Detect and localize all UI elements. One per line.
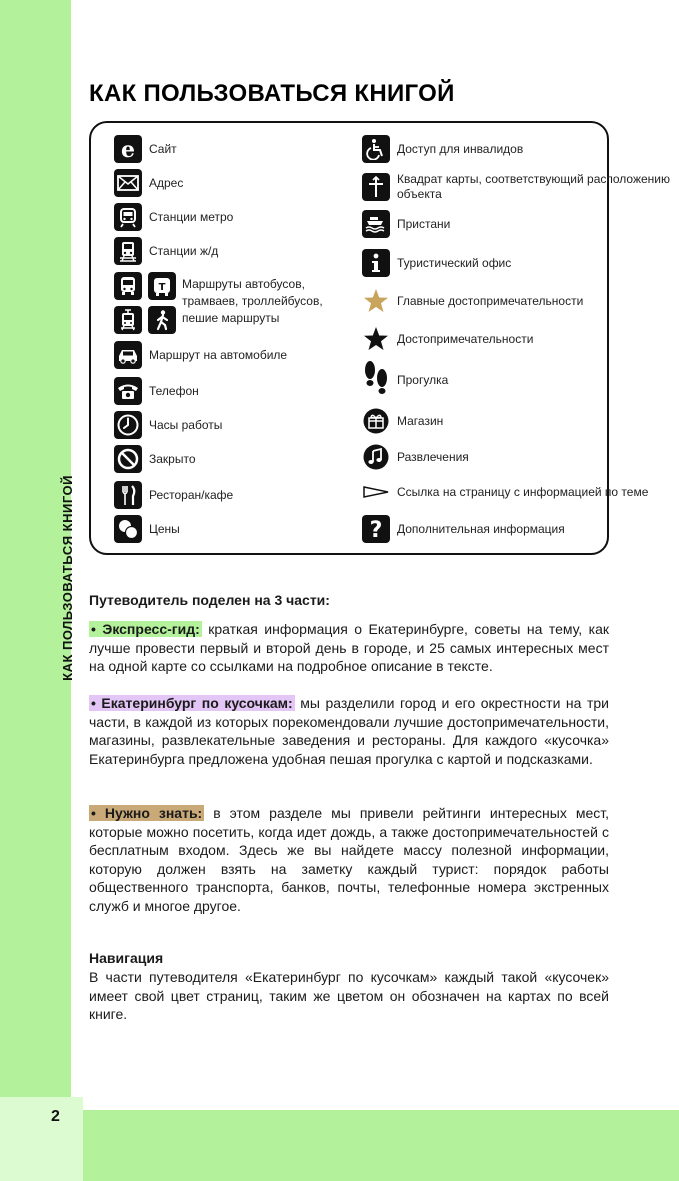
train-icon: [114, 237, 142, 265]
telephone-icon: [114, 377, 142, 405]
section-need-to-know: [89, 804, 609, 916]
legend-item-extra-info: [362, 515, 565, 543]
pier-icon: [362, 210, 390, 238]
legend-label-website: Сайт: [149, 141, 177, 156]
wheelchair-icon: [362, 135, 390, 163]
svg-text:T: T: [158, 282, 166, 293]
arrow-link-icon: [362, 478, 390, 506]
walking-icon: [148, 306, 176, 334]
legend-label-closed: Закрыто: [149, 451, 196, 466]
legend-item-closed: [114, 445, 196, 473]
legend-label-wheelchair: Доступ для инвалидов: [397, 141, 524, 156]
legend-label-clock: Часы работы: [149, 417, 223, 432]
website-icon: [114, 135, 142, 163]
legend-label-shop: Магазин: [397, 413, 444, 428]
prices-icon: [114, 515, 142, 543]
svg-text:?: ?: [369, 518, 383, 541]
bus-icon: [114, 272, 142, 300]
legend-label-entertainment: Развлечения: [397, 449, 469, 464]
question-icon: [362, 515, 390, 543]
envelope-icon: [114, 169, 142, 197]
legend-label-transport-routes: Маршруты автобусов, трамваев, троллейбусов, пешие маршруты: [182, 277, 323, 325]
legend-label-info: Туристический офис: [397, 255, 512, 270]
intro-heading: Путеводитель поделен на 3 части:: [89, 592, 330, 608]
page-number: 2: [51, 1108, 60, 1125]
legend-item-star: [362, 325, 533, 353]
legend-item-walk: [362, 360, 448, 400]
legend-item-address: [114, 169, 183, 197]
main-star-icon: [362, 287, 390, 315]
legend-item-car: [114, 341, 287, 369]
legend-item-website: [114, 135, 177, 163]
music-note-icon: [362, 443, 390, 471]
legend-item-transport-routes: [114, 272, 342, 334]
page-title: КАК ПОЛЬЗОВАТЬСЯ КНИГОЙ: [89, 80, 455, 107]
section-text-need-to-know: в этом разделе мы привели рейтинги интересных мест, которые можно посетить, когда идет дождь, а также достопримечательностей с бесплатным входом. Здесь же вы найдете массу полезной информации, которую должен взять на заметку каждый турист: порядок работы общественного транспорта, банков, почты, телефонные номера экстренных служб и многое другое.: [89, 805, 609, 914]
side-title: КАК ПОЛЬЗОВАТЬСЯ КНИГОЙ: [60, 475, 75, 681]
legend-item-restaurant: [114, 481, 233, 509]
legend-item-map-square: [362, 172, 679, 202]
info-icon: [362, 249, 390, 277]
legend-item-page-link: [362, 478, 648, 506]
legend-label-prices: Цены: [149, 521, 180, 536]
legend-label-pier: Пристани: [397, 216, 451, 231]
legend-item-shop: [362, 407, 443, 435]
legend-item-train: [114, 237, 218, 265]
legend-label-telephone: Телефон: [149, 383, 199, 398]
legend-label-restaurant: Ресторан/кафе: [149, 487, 234, 502]
svg-text:e: e: [121, 138, 135, 160]
legend-item-clock: [114, 411, 222, 439]
section-tag-need-to-know: • Нужно знать:: [91, 805, 203, 821]
legend-label-train: Станции ж/д: [149, 243, 219, 258]
page-number-box: [0, 1097, 83, 1181]
bottom-band: [83, 1110, 679, 1181]
legend-item-prices: [114, 515, 180, 543]
legend-label-metro: Станции метро: [149, 209, 234, 224]
section-tag-city-pieces: • Екатеринбург по кусочкам:: [91, 695, 293, 711]
navigation-heading: Навигация: [89, 950, 164, 966]
transport-routes-icon: [114, 272, 176, 334]
closed-icon: [114, 445, 142, 473]
map-square-icon: [362, 173, 390, 201]
legend-label-page-link: Ссылка на страницу с информацией по теме: [397, 484, 649, 499]
trolleybus-icon: [148, 272, 176, 300]
legend-item-wheelchair: [362, 135, 523, 163]
car-icon: [114, 341, 142, 369]
clock-icon: [114, 411, 142, 439]
section-text-express-guide: краткая информация о Екатеринбурге, советы на тему, как лучше провести первый и второй день в городе, и 25 самых интересных мест на одной карте со ссылками на подробное описание в тексте.: [89, 621, 609, 675]
legend-label-car: Маршрут на автомобиле: [149, 347, 288, 362]
restaurant-icon: [114, 481, 142, 509]
legend-label-main-star: Главные достопримечательности: [397, 293, 584, 308]
star-icon: [362, 325, 390, 353]
section-express-guide: [89, 620, 609, 676]
legend-label-address: Адрес: [149, 175, 184, 190]
legend-item-pier: [362, 210, 450, 238]
section-text-city-pieces: мы разделили город и его окрестности на три части, в каждой из которых порекомендовали лучшие достопримечательности, магазины, развлекательные заведения и рестораны. Для каждого «кусочка» Екатеринбурга предложена удобная пешая прогулка с картой и подсказками.: [89, 695, 609, 767]
navigation-text: В части путеводителя «Екатеринбург по кусочкам» каждый такой «кусочек» имеет свой цвет страниц, таким же цветом он обозначен на картах по всей книге.: [89, 969, 609, 1023]
metro-icon: [114, 203, 142, 231]
gift-icon: [362, 407, 390, 435]
legend-item-entertainment: [362, 443, 469, 471]
legend-label-map-square: Квадрат карты, соответствующий расположению объекта: [397, 172, 670, 201]
tram-icon: [114, 306, 142, 334]
legend-label-star: Достопримечательности: [397, 331, 534, 346]
legend-label-walk: Прогулка: [397, 372, 449, 387]
legend-item-telephone: [114, 377, 199, 405]
section-city-pieces: [89, 694, 609, 768]
footprints-icon: [362, 360, 390, 400]
legend-item-metro: [114, 203, 233, 231]
section-tag-express-guide: • Экспресс-гид:: [91, 621, 200, 637]
legend-item-info: [362, 249, 511, 277]
legend-label-extra-info: Дополнительная информация: [397, 521, 565, 536]
legend-item-main-star: [362, 287, 583, 315]
